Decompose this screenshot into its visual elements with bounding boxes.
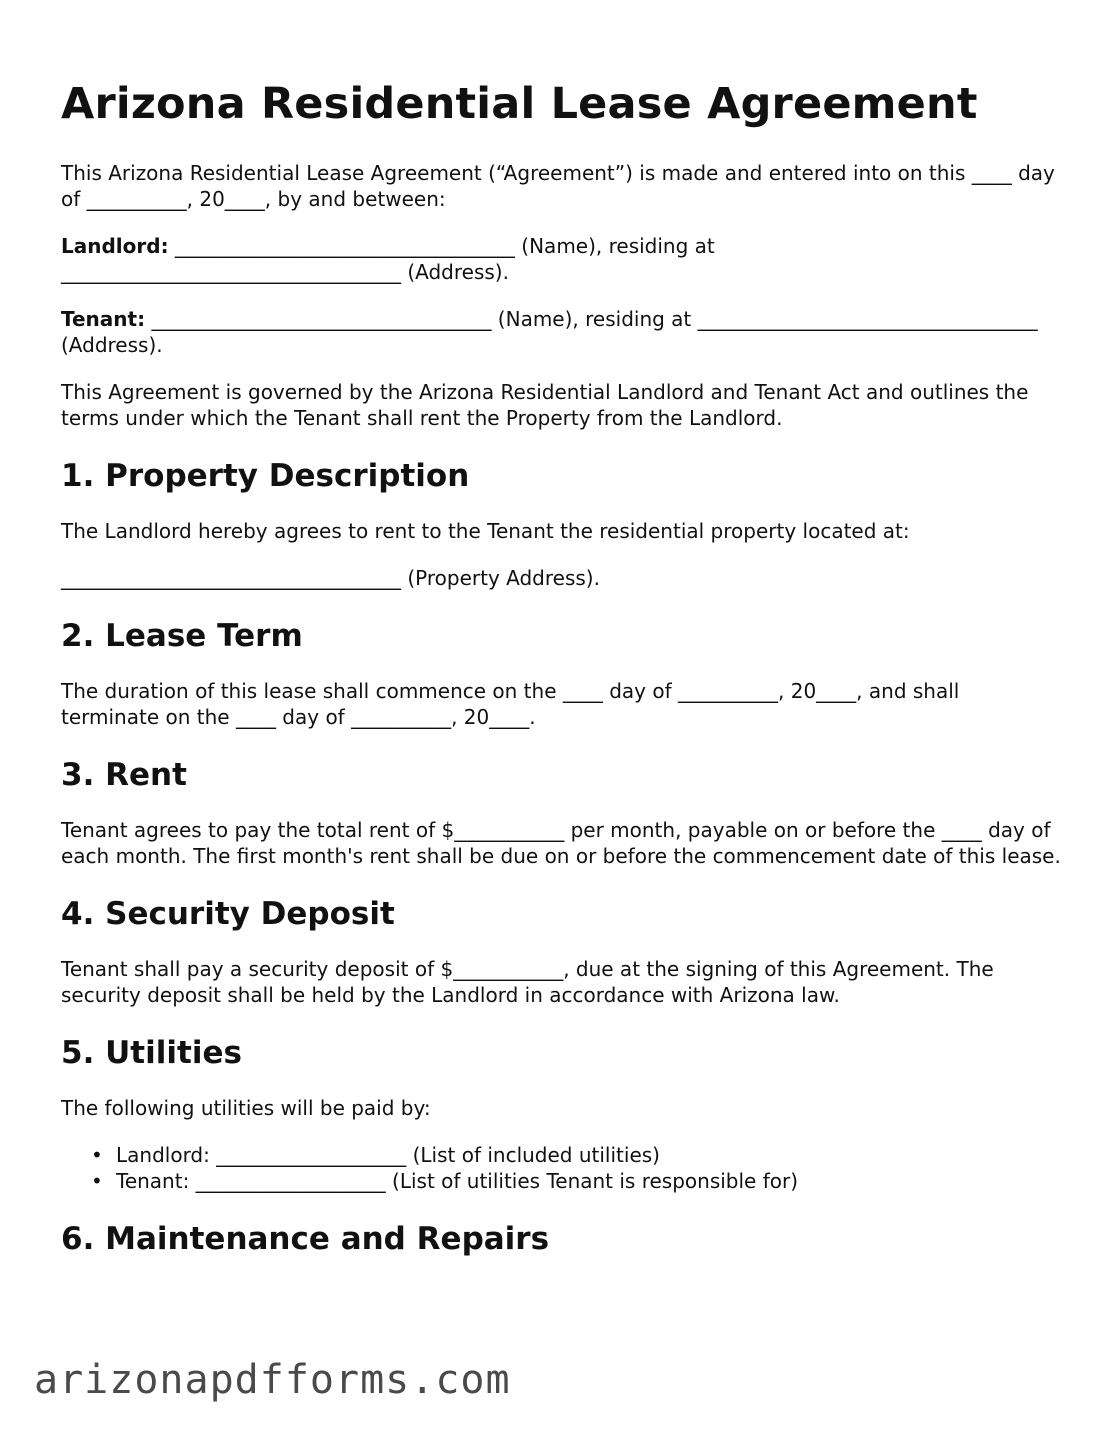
utilities-landlord-item: Landlord: ___________________ (List of included utilities) <box>116 1143 660 1167</box>
section-lease-term-heading: 2. Lease Term <box>61 618 303 654</box>
section-deposit-heading: 4. Security Deposit <box>61 896 395 932</box>
utilities-tenant-item: Tenant: ___________________ (List of utilities Tenant is responsible for) <box>116 1169 799 1193</box>
list-item <box>91 1168 1061 1194</box>
tenant-paragraph <box>61 306 1061 358</box>
site-watermark: arizonapdfforms.com <box>34 1357 511 1403</box>
document-title: Arizona Residential Lease Agreement <box>61 79 978 129</box>
section-rent-heading: 3. Rent <box>61 757 187 793</box>
section-lease-term-text: The duration of this lease shall commence on the ____ day of __________, 20____, and shall terminate on the ____ day of __________, 20____. <box>61 679 960 729</box>
lease-document <box>61 78 1061 1281</box>
governed-paragraph: This Agreement is governed by the Arizona Residential Landlord and Tenant Act and outlines the terms under which the Tenant shall rent the Property from the Landlord. <box>61 380 1029 430</box>
list-item <box>91 1142 1061 1168</box>
landlord-label: Landlord: <box>61 234 169 258</box>
bullet-icon: • <box>91 1143 103 1167</box>
landlord-fields: __________________________________ (Name), residing at __________________________________ (Address). <box>61 234 715 284</box>
section-utilities-heading: 5. Utilities <box>61 1035 242 1071</box>
section-property-heading: 1. Property Description <box>61 458 470 494</box>
tenant-label: Tenant: <box>61 307 146 331</box>
section-rent-text: Tenant agrees to pay the total rent of $___________ per month, payable on or before the ____ day of each month. The first month's rent shall be due on or before the commencement date of this lease. <box>61 818 1061 868</box>
section-deposit-text: Tenant shall pay a security deposit of $___________, due at the signing of this Agreement. The security deposit shall be held by the Landlord in accordance with Arizona law. <box>61 957 994 1007</box>
section-maintenance-heading: 6. Maintenance and Repairs <box>61 1221 550 1257</box>
utilities-list <box>91 1142 1061 1194</box>
landlord-paragraph <box>61 233 1061 285</box>
bullet-icon: • <box>91 1169 103 1193</box>
tenant-fields: __________________________________ (Name), residing at __________________________________ (Address). <box>61 307 1038 357</box>
section-utilities-text: The following utilities will be paid by: <box>61 1096 431 1120</box>
intro-paragraph: This Arizona Residential Lease Agreement (“Agreement”) is made and entered into on this ____ day of __________, 20____, by and between: <box>61 161 1055 211</box>
section-property-address: __________________________________ (Property Address). <box>61 566 600 590</box>
section-property-text: The Landlord hereby agrees to rent to the Tenant the residential property located at: <box>61 519 910 543</box>
